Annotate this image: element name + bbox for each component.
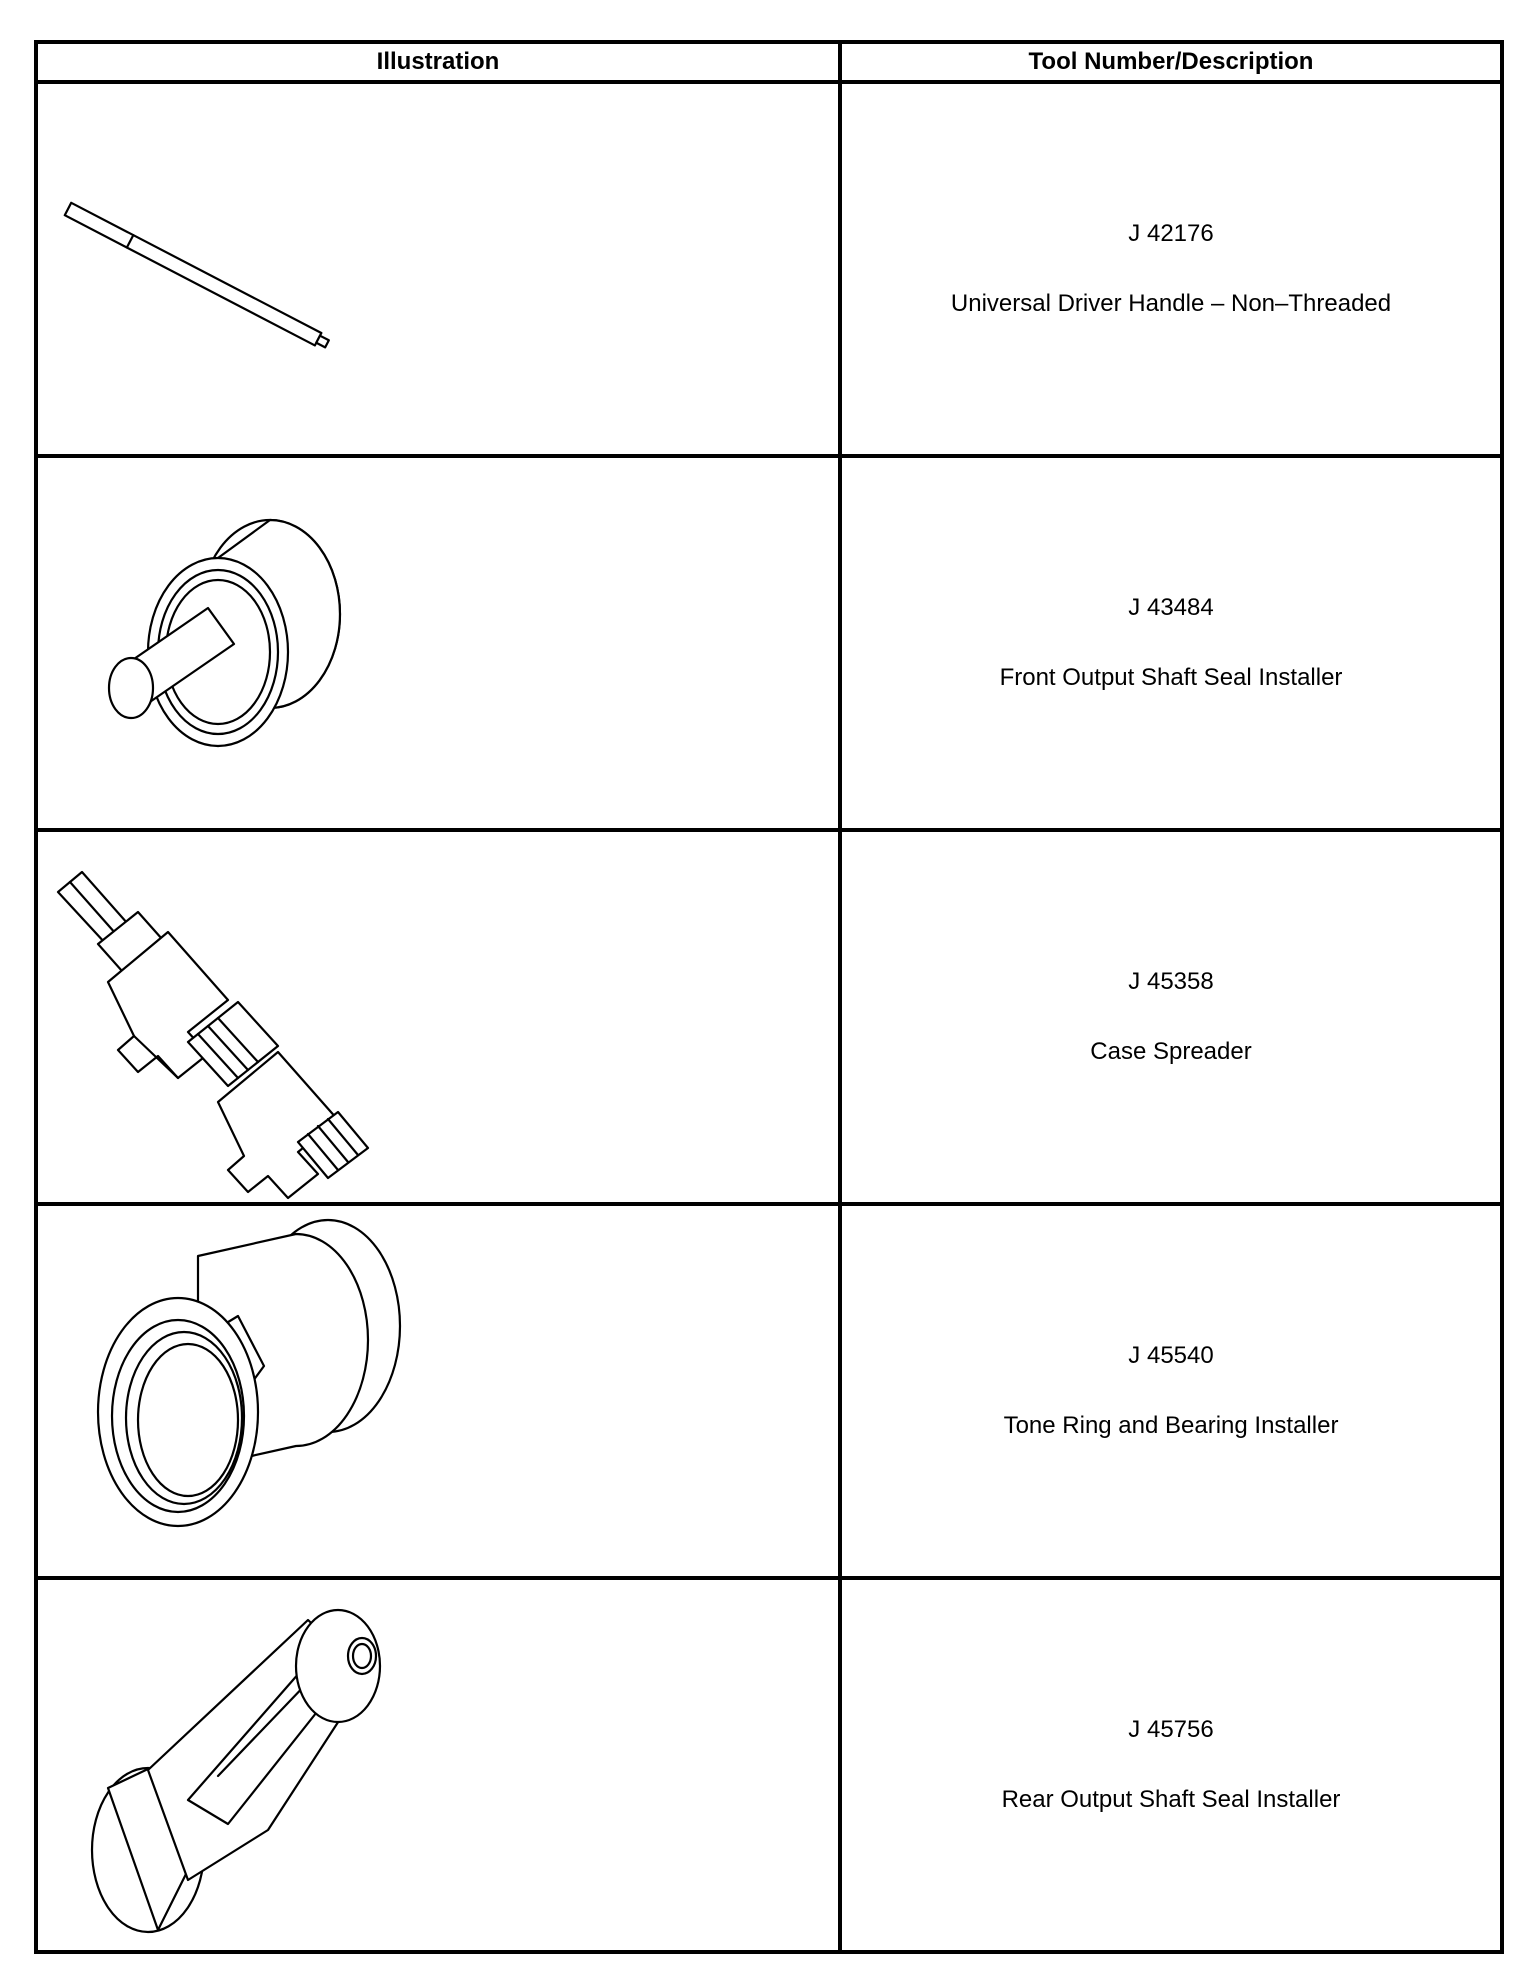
- table-row: [36, 1204, 1502, 1578]
- tool-cell: [840, 82, 1502, 456]
- special-tools-table: [34, 40, 1504, 1954]
- tool-cell: [840, 1578, 1502, 1952]
- tool-description: Case Spreader: [1090, 1038, 1252, 1065]
- tool-cell: [840, 456, 1502, 830]
- tool-description: Tone Ring and Bearing Installer: [1003, 1412, 1339, 1439]
- tool-number: J 45756: [1128, 1716, 1214, 1743]
- table-row: [36, 82, 1502, 456]
- tool-number: J 45358: [1128, 968, 1214, 995]
- case-spreader-icon: [38, 832, 838, 1202]
- illustration-cell: [36, 1578, 840, 1952]
- tool-number: J 42176: [1128, 220, 1214, 247]
- illustration-cell: [36, 830, 840, 1204]
- header-row: [36, 42, 1502, 82]
- tool-number: J 43484: [1128, 594, 1214, 621]
- tool-header: Tool Number/Description: [840, 42, 1502, 82]
- illustration-cell: [36, 1204, 840, 1578]
- tool-cell: [840, 1204, 1502, 1578]
- illustration-cell: [36, 456, 840, 830]
- rear-seal-installer-icon: [38, 1580, 838, 1950]
- tool-description: Universal Driver Handle – Non–Threaded: [950, 290, 1392, 317]
- bearing-installer-icon: [38, 1206, 838, 1576]
- driver-handle-icon: [38, 84, 838, 454]
- illustration-header: Illustration: [36, 42, 840, 82]
- tool-number: J 45540: [1128, 1342, 1214, 1369]
- tool-description: Rear Output Shaft Seal Installer: [1001, 1786, 1341, 1813]
- table-row: [36, 456, 1502, 830]
- table-row: [36, 1578, 1502, 1952]
- seal-installer-icon: [38, 458, 838, 828]
- illustration-cell: [36, 82, 840, 456]
- tool-description: Front Output Shaft Seal Installer: [999, 664, 1343, 691]
- table-row: [36, 830, 1502, 1204]
- tool-cell: [840, 830, 1502, 1204]
